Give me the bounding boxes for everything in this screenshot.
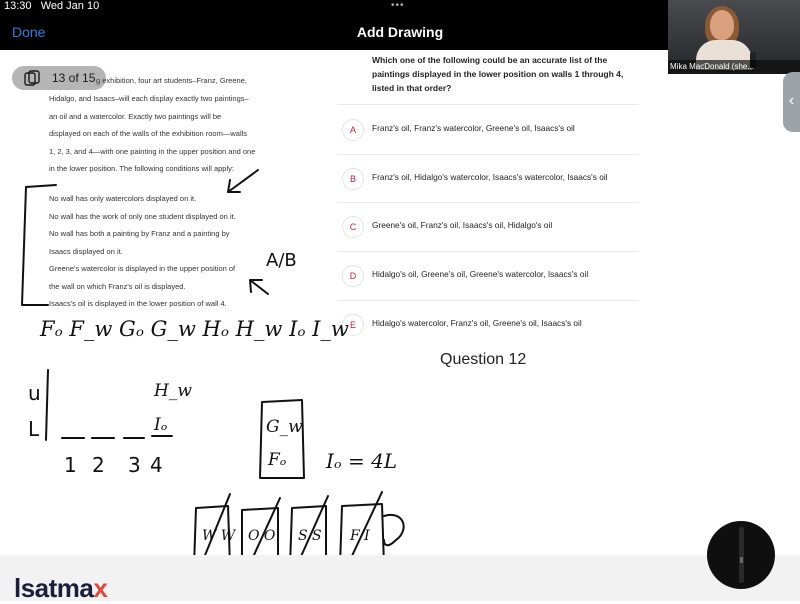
pages-icon — [24, 70, 40, 86]
pen-tool-button[interactable] — [707, 521, 775, 589]
slot-number: 4 — [150, 453, 163, 477]
condition-item: Isaacs displayed on it. — [49, 246, 123, 256]
choice-letter: D — [342, 265, 364, 287]
participant-face — [710, 10, 734, 40]
condition-item: No wall has only watercolors displayed on it. — [49, 194, 197, 203]
condition-item: No wall has the work of only one student displayed on it. — [49, 211, 236, 221]
question-number: Question 12 — [440, 351, 527, 368]
choice-text: Franz's oil, Franz's watercolor, Greene's oil, Isaacs's oil — [372, 123, 575, 133]
page-indicator[interactable] — [12, 66, 106, 90]
slot-note-lower: Iₒ — [154, 415, 168, 435]
video-thumbnail[interactable] — [668, 0, 800, 74]
board-axis — [46, 370, 48, 440]
lsatmax-logo: lsatmax — [14, 573, 108, 603]
multitask-dots[interactable]: ••• — [391, 0, 405, 11]
choice-letter: E — [342, 314, 364, 336]
crossed-box-label: O O — [248, 528, 276, 544]
conditions-list — [49, 190, 299, 313]
handwritten-equation: Iₒ = 4L — [326, 449, 398, 473]
condition-item: the wall on which Franz's oil is displayed. — [49, 281, 186, 291]
footer-bar — [0, 555, 800, 601]
answer-choice-a[interactable] — [338, 105, 638, 153]
box-lower: Fₒ — [268, 450, 287, 470]
slot-number: 3 — [128, 453, 141, 477]
choice-text: Greene's oil, Franz's oil, Isaacs's oil, Hidalgo's oil — [372, 220, 553, 230]
slot-number: 1 — [64, 453, 77, 477]
status-time: 13:30 Wed Jan 10 — [4, 0, 100, 12]
choice-letter: A — [342, 119, 364, 141]
answer-choice-c[interactable] — [338, 202, 638, 250]
choice-text: Hidalgo's oil, Greene's oil, Greene's watercolor, Isaacs's oil — [372, 269, 589, 279]
pen-icon — [739, 527, 744, 583]
answer-choice-b[interactable] — [338, 154, 638, 202]
slot-note-upper: H_w — [154, 381, 192, 401]
answer-choice-e[interactable] — [338, 300, 638, 348]
crossed-box-label: S S — [298, 528, 322, 544]
choice-text: Franz's oil, Hidalgo's watercolor, Isaacs's watercolor, Isaacs's oil — [372, 172, 608, 182]
passage-body: Hidalgo, and Isaacs–will each display exactly two paintings– an oil and a watercolor. Exactly two paintings will be displayed on each of the walls of the exhibition room—walls 1, 2, 3, and 4—with one painting in the upper position and one in the lower position. The following conditions will apply: — [49, 94, 256, 173]
participant-name: Mika MacDonald (she... — [668, 60, 800, 74]
handwritten-roster: Fₒ F_w Gₒ G_w Hₒ H_w Iₒ I_w — [40, 317, 349, 341]
row-label-upper: u — [28, 381, 41, 405]
page-count: 13 of 15 — [52, 71, 96, 85]
page-title: Add Drawing — [356, 24, 444, 40]
box-upper: G_w — [266, 417, 303, 437]
choice-letter: C — [342, 216, 364, 238]
passage-line-1: g exhibition, four art students–Franz, Greene, — [96, 76, 247, 85]
loop-stroke — [384, 515, 404, 545]
pen-tip — [740, 557, 743, 563]
handwritten-annotation: A/B — [266, 250, 297, 271]
choice-letter: B — [342, 168, 364, 190]
row-label-lower: L — [28, 417, 40, 441]
slot-number: 2 — [92, 453, 105, 477]
question-stem: Which one of the following could be an accurate list of the paintings displayed in the lower position on walls 1 through 4, listed in that order? — [372, 55, 624, 93]
sidebar-expand-tab[interactable]: ‹ — [783, 72, 800, 132]
condition-item: No wall has both a painting by Franz and a painting by — [49, 229, 230, 238]
condition-item: Greene's watercolor is displayed in the upper position of — [49, 264, 236, 273]
crossed-box-label: F I — [350, 528, 370, 544]
wall-box — [260, 400, 304, 478]
crossed-box-label: W W — [202, 528, 236, 544]
choice-text: Hidalgo's watercolor, Franz's oil, Greene's oil, Isaacs's oil — [372, 318, 582, 328]
done-button[interactable]: Done — [12, 24, 46, 40]
answer-choice-d[interactable] — [338, 251, 638, 299]
condition-item: Isaacs's oil is displayed in the lower position of wall 4. — [49, 299, 227, 308]
